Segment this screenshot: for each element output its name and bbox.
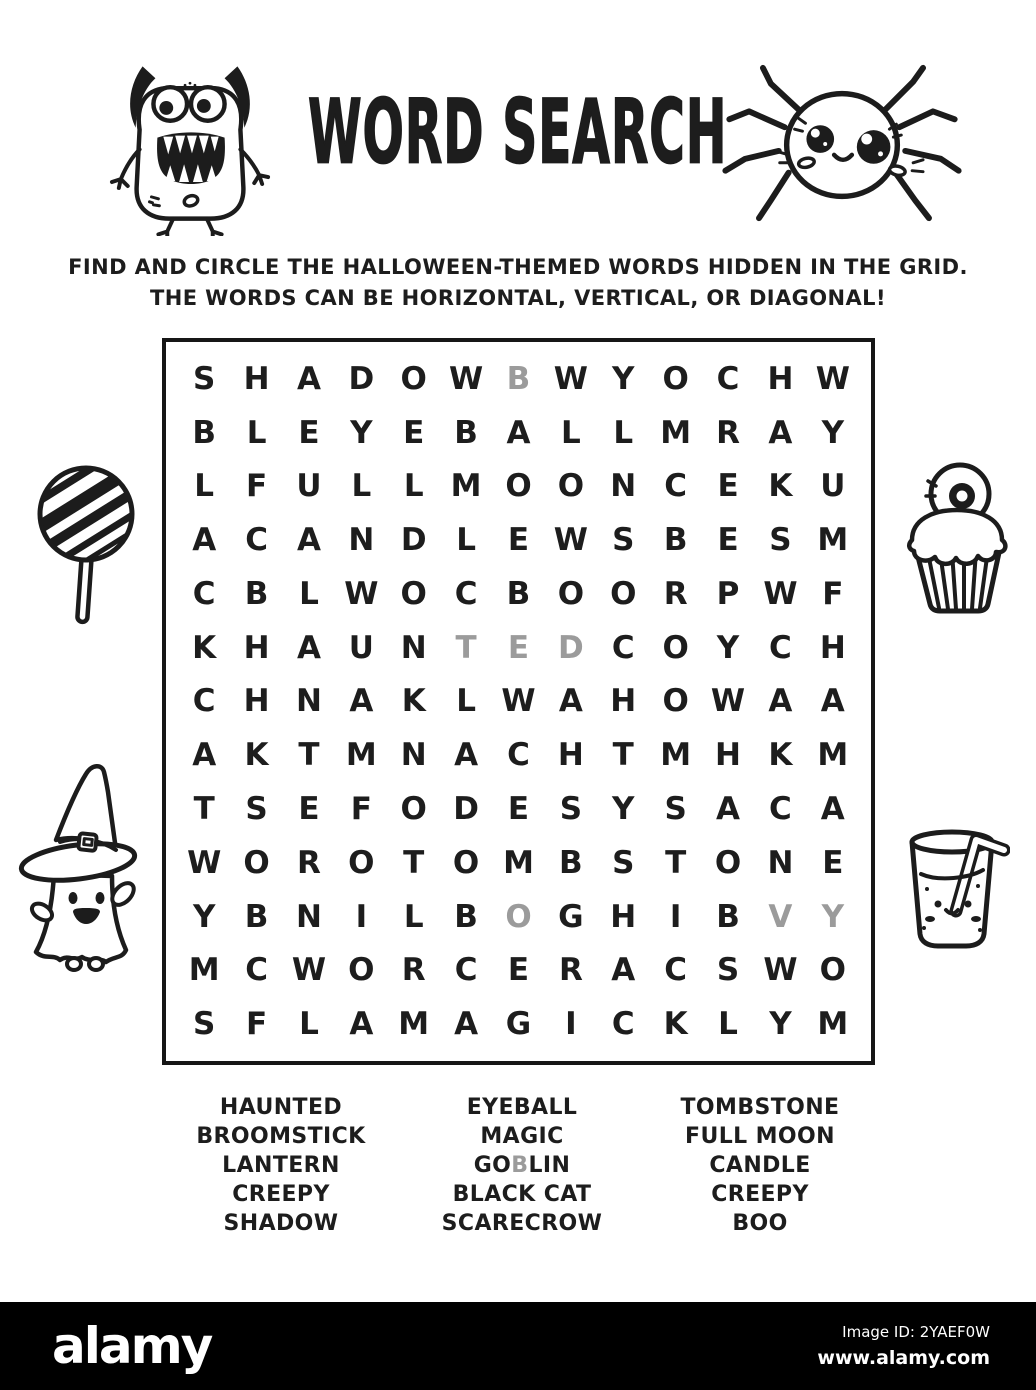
grid-cell: H [243, 629, 270, 666]
grid-cell: E [507, 522, 530, 559]
grid-cell: M [450, 468, 482, 505]
grid-cell: T [403, 844, 425, 881]
grid-cell: L [299, 575, 319, 612]
instructions [0, 252, 1036, 314]
grid-cell: A [454, 737, 479, 774]
grid-cell: H [715, 737, 741, 774]
grid-cell: C [245, 522, 268, 559]
grid-cell: A [611, 952, 636, 989]
grid-cell: M [817, 522, 849, 559]
grid-cell: R [716, 414, 740, 451]
grid-cell: S [559, 791, 583, 828]
grid-cell: O [452, 844, 480, 881]
grid-cell: L [246, 414, 267, 451]
grid-cell: K [768, 737, 793, 774]
grid-cell: F [822, 575, 844, 612]
word-grid [162, 338, 875, 1065]
grid-cell: C [611, 629, 635, 666]
word-list-item: SCARECROW [441, 1211, 603, 1236]
grid-cell: A [192, 737, 217, 774]
grid-cell: M [398, 1006, 430, 1043]
grid-cell: N [348, 522, 375, 559]
word-list-item: LANTERN [222, 1153, 340, 1178]
grid-cell: A [768, 414, 793, 451]
grid-cell: E [298, 414, 320, 451]
grid-cell: B [454, 414, 478, 451]
grid-cell: A [558, 683, 583, 720]
grid-cell: I [565, 1006, 577, 1043]
grid-cell: O [557, 575, 585, 612]
grid-cell: C [245, 952, 268, 989]
grid-cell: A [296, 360, 321, 397]
grid-cell: E [507, 629, 530, 666]
grid-cell: O [819, 952, 846, 989]
grid-cell: Y [192, 898, 216, 935]
grid-cell: W [763, 952, 798, 989]
grid-cell: L [718, 1006, 738, 1043]
grid-cell: O [400, 791, 427, 828]
grid-cell: B [663, 522, 688, 559]
grid-cell: I [669, 898, 682, 935]
grid-cell: E [507, 952, 530, 989]
grid-cell: K [663, 1006, 688, 1043]
grid-cell: S [612, 844, 635, 881]
grid-cell: N [400, 737, 427, 774]
alamy-logo: alamy [52, 1317, 212, 1375]
grid-cell: O [662, 683, 689, 720]
grid-cell: O [714, 844, 742, 881]
grid-cell: L [456, 522, 476, 559]
grid-cell: E [717, 468, 739, 505]
grid-cell: W [291, 952, 327, 989]
grid-cell: N [295, 683, 322, 720]
grid-cell: C [192, 683, 216, 720]
word-list-column-3 [610, 1093, 910, 1238]
watermark-meta [817, 1323, 990, 1369]
grid-cell: A [349, 1006, 374, 1043]
grid-cell: M [188, 952, 220, 989]
grid-cell: A [820, 791, 845, 828]
grid-cell: O [505, 898, 532, 935]
page-title-text: WORD SEARCH [308, 80, 728, 184]
grid-cell: D [558, 629, 584, 666]
grid-cell: Y [350, 414, 373, 451]
grid-cell: C [716, 360, 740, 397]
website-url: www.alamy.com [817, 1347, 990, 1369]
grid-cell: N [295, 898, 322, 935]
grid-cell: M [817, 737, 849, 774]
grid-cell: L [403, 468, 424, 505]
grid-cell: T [193, 791, 215, 828]
grid-cell: H [557, 737, 584, 774]
grid-cell: S [245, 791, 268, 828]
grid-cell: T [455, 629, 477, 666]
grid-cell: O [557, 468, 585, 505]
grid-cell: B [716, 898, 740, 935]
grid-cell: N [400, 629, 427, 666]
grid-cell: A [349, 683, 374, 720]
grid-cell: B [244, 575, 269, 612]
grid-cell: Y [821, 898, 845, 935]
grid-cell: G [558, 898, 584, 935]
grid-cell: L [351, 468, 372, 505]
grid-cell: W [763, 575, 798, 612]
grid-cell: Y [769, 1006, 792, 1043]
word-list-item: BOO [732, 1211, 788, 1236]
grid-cell: B [244, 898, 269, 935]
grid-cell: E [403, 414, 425, 451]
instructions-line1: FIND AND CIRCLE THE HALLOWEEN-THEMED WORDS HIDDEN IN THE GRID. [68, 255, 968, 279]
word-list-item: SHADOW [223, 1211, 339, 1236]
word-list-item: FULL MOON [685, 1124, 835, 1149]
grid-cell: T [298, 737, 320, 774]
grid-cell: M [503, 844, 534, 881]
grid-cell: W [553, 522, 588, 559]
grid-cell: B [454, 898, 478, 935]
grid-cell: B [192, 414, 216, 451]
grid-cell: U [820, 468, 846, 505]
grid-cell: L [194, 468, 215, 505]
grid-cell: F [245, 468, 268, 505]
grid-cell: A [192, 522, 217, 559]
grid-cell: O [400, 360, 427, 397]
image-id-label: Image ID: 2YAEF0W [842, 1323, 990, 1341]
word-list-item: CANDLE [709, 1153, 811, 1178]
grid-cell: U [348, 629, 374, 666]
grid-cell: A [506, 414, 531, 451]
grid-cell: A [296, 629, 321, 666]
grid-cell: S [716, 952, 740, 989]
grid-cell: O [505, 468, 532, 505]
grid-cell: C [454, 952, 478, 989]
grid-cell: K [768, 468, 793, 505]
word-list-item: HAUNTED [219, 1095, 343, 1120]
grid-cell: P [716, 575, 740, 612]
grid-cell: G [505, 1006, 532, 1043]
grid-cell: T [665, 844, 687, 881]
grid-cell: L [456, 683, 476, 720]
grid-cell: C [769, 629, 792, 666]
grid-cell: K [401, 683, 426, 720]
grid-cell: O [348, 844, 375, 881]
eyeball-cupcake-icon [894, 456, 1020, 614]
grid-cell: H [767, 360, 794, 397]
grid-cell: C [611, 1006, 635, 1043]
grid-cell: S [193, 360, 216, 397]
grid-cell: A [296, 522, 321, 559]
grid-cell: B [559, 844, 583, 881]
grid-cell: U [296, 468, 322, 505]
grid-cell: E [822, 844, 844, 881]
grid-cell: A [716, 791, 741, 828]
grid-cell: N [610, 468, 637, 505]
grid-cell: O [243, 844, 270, 881]
watermark-bar [0, 1302, 1036, 1390]
word-list-item: EYEBALL [466, 1095, 578, 1120]
grid-cell: E [298, 791, 320, 828]
grid-cell: M [660, 414, 692, 451]
word-list-item: MAGIC [480, 1124, 564, 1149]
grid-cell: R [297, 844, 321, 881]
grid-cell: O [610, 575, 637, 612]
word-list-item: BLACK CAT [452, 1182, 592, 1207]
grid-cell: O [662, 629, 689, 666]
word-list-item: CREEPY [711, 1182, 809, 1207]
grid-cell: L [403, 898, 424, 935]
grid-cell: N [767, 844, 794, 881]
grid-cell: L [299, 1006, 319, 1043]
spider-icon [718, 60, 966, 228]
grid-cell: H [610, 898, 637, 935]
grid-cell: W [187, 844, 222, 881]
grid-cell: A [454, 1006, 479, 1043]
grid-cell: R [558, 952, 583, 989]
grid-cell: H [243, 360, 270, 397]
grid-cell: C [769, 791, 792, 828]
grid-cell: W [710, 683, 746, 720]
grid-cell: W [449, 360, 484, 397]
grid-cell: W [344, 575, 379, 612]
grid-cell: V [768, 898, 793, 935]
grid-cell: K [244, 737, 269, 774]
grid-cell: C [664, 468, 688, 505]
instructions-line2: THE WORDS CAN BE HORIZONTAL, VERTICAL, OR DIAGONAL! [150, 286, 886, 310]
grid-cell: B [506, 360, 531, 397]
grid-cell: I [355, 898, 368, 935]
word-list-item: BROOMSTICK [196, 1124, 366, 1149]
lollipop-icon [32, 456, 140, 628]
grid-cell: H [610, 683, 637, 720]
grid-cell: O [662, 360, 689, 397]
grid-cell: S [193, 1006, 216, 1043]
grid-cell: M [660, 737, 692, 774]
grid-cell: R [663, 575, 688, 612]
word-lists [0, 1093, 1036, 1243]
grid-cell: C [507, 737, 530, 774]
grid-cell: K [192, 629, 217, 666]
grid-cell: D [400, 522, 427, 559]
grid-cell: O [400, 575, 427, 612]
grid-cell: F [350, 791, 372, 828]
grid-cell: C [192, 575, 216, 612]
grid-cell: A [820, 683, 845, 720]
grid-cell: W [553, 360, 588, 397]
grid-cell: H [819, 629, 846, 666]
grid-cell: A [768, 683, 793, 720]
drink-straw-icon [894, 816, 1010, 958]
word-list-item: TOMBSTONE [680, 1095, 840, 1120]
grid-cell: F [245, 1006, 268, 1043]
grid-cell: E [507, 791, 530, 828]
grid-cell: C [664, 952, 688, 989]
grid-cell: M [345, 737, 377, 774]
grid-cell: C [454, 575, 478, 612]
grid-cell: O [348, 952, 375, 989]
grid-cell: L [560, 414, 581, 451]
grid-cell: E [717, 522, 739, 559]
grid-cell: B [506, 575, 531, 612]
grid-cell: Y [612, 360, 635, 397]
grid-cell: D [348, 360, 375, 397]
grid-cell: M [817, 1006, 849, 1043]
grid-cell: T [612, 737, 634, 774]
grid-cell: R [401, 952, 426, 989]
grid-cell: Y [821, 414, 845, 451]
word-list-item: CREEPY [232, 1182, 330, 1207]
word-list-item: GOBLIN [473, 1153, 571, 1178]
grid-cell: Y [612, 791, 635, 828]
grid-cell: L [613, 414, 634, 451]
grid-cell: S [769, 522, 792, 559]
grid-cell: W [501, 683, 536, 720]
grid-cell: S [664, 791, 687, 828]
grid-cell: W [815, 360, 850, 397]
grid-cell: D [453, 791, 479, 828]
ghost-witch-hat-icon [16, 762, 142, 974]
grid-cell: S [612, 522, 635, 559]
grid-cell: H [243, 683, 270, 720]
grid-cell: Y [716, 629, 740, 666]
